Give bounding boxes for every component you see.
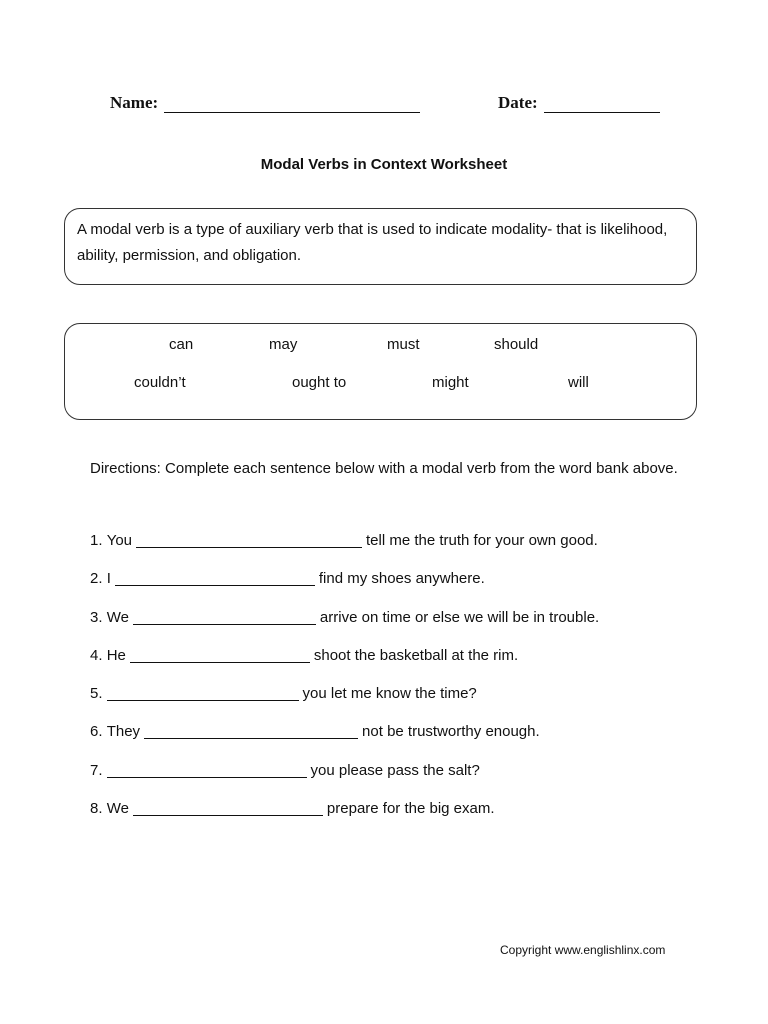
question-item <box>90 647 710 685</box>
question-number: 4. <box>90 646 103 664</box>
question-text-before: We <box>106 608 129 626</box>
word-bank-box <box>64 323 697 420</box>
word-bank-word: should <box>494 336 539 353</box>
word-bank-word: may <box>269 336 298 353</box>
question-text-after: shoot the basketball at the rim. <box>313 646 519 664</box>
question-text-after: not be trustworthy enough. <box>362 723 540 741</box>
answer-blank[interactable] <box>107 762 307 778</box>
question-item <box>90 762 710 800</box>
answer-blank[interactable] <box>136 532 362 548</box>
word-bank-word: must <box>387 336 420 353</box>
answer-blank[interactable] <box>115 570 315 586</box>
question-number: 6. <box>90 723 103 741</box>
question-text-after: tell me the truth for your own good. <box>366 532 598 549</box>
answer-blank[interactable] <box>107 685 299 701</box>
question-item <box>90 800 710 838</box>
question-number: 2. <box>90 570 103 588</box>
question-number: 3. <box>90 608 103 626</box>
name-blank-line <box>164 96 420 113</box>
question-number: 7. <box>90 761 103 779</box>
question-list <box>90 532 710 838</box>
question-item <box>90 570 710 608</box>
question-text-after: prepare for the big exam. <box>326 800 495 818</box>
copyright-notice: Copyright www.englishlinx.com <box>500 943 666 957</box>
definition-text: A modal verb is a type of auxiliary verb that is used to indicate modality- that is likelihood, ability, permission, and obligation. <box>77 221 668 264</box>
question-text-before: I <box>106 570 111 588</box>
word-bank-word: might <box>432 374 469 391</box>
question-number: 1. <box>90 532 103 549</box>
question-text-after: find my shoes anywhere. <box>318 570 485 588</box>
question-text-after: you please pass the salt? <box>310 761 480 779</box>
question-item <box>90 532 710 570</box>
worksheet-header <box>0 93 768 117</box>
date-field <box>498 93 660 113</box>
word-bank-word: will <box>568 374 589 391</box>
question-text-after: you let me know the time? <box>302 685 477 703</box>
date-blank-line <box>544 96 660 113</box>
answer-blank[interactable] <box>133 800 323 816</box>
worksheet-title: Modal Verbs in Context Worksheet <box>260 156 508 173</box>
answer-blank[interactable] <box>144 723 358 739</box>
answer-blank[interactable] <box>133 609 316 625</box>
date-label: Date: <box>498 93 538 112</box>
question-text-before: They <box>106 723 141 741</box>
question-text-after: arrive on time or else we will be in trouble. <box>319 608 600 626</box>
question-text-before: You <box>106 532 132 549</box>
directions-text: Directions: Complete each sentence below with a modal verb from the word bank above. <box>90 460 678 477</box>
name-field <box>110 93 420 113</box>
question-number: 8. <box>90 800 103 818</box>
name-label: Name: <box>110 93 159 112</box>
answer-blank[interactable] <box>130 647 310 663</box>
word-bank-word: can <box>169 336 194 353</box>
word-bank-word: ought to <box>292 374 347 391</box>
question-item <box>90 723 710 761</box>
question-number: 5. <box>90 685 103 703</box>
question-item <box>90 685 710 723</box>
word-bank-word: couldn’t <box>134 374 186 391</box>
definition-box <box>64 208 697 285</box>
question-text-before: He <box>106 646 126 664</box>
question-item <box>90 609 710 647</box>
question-text-before: We <box>106 800 129 818</box>
